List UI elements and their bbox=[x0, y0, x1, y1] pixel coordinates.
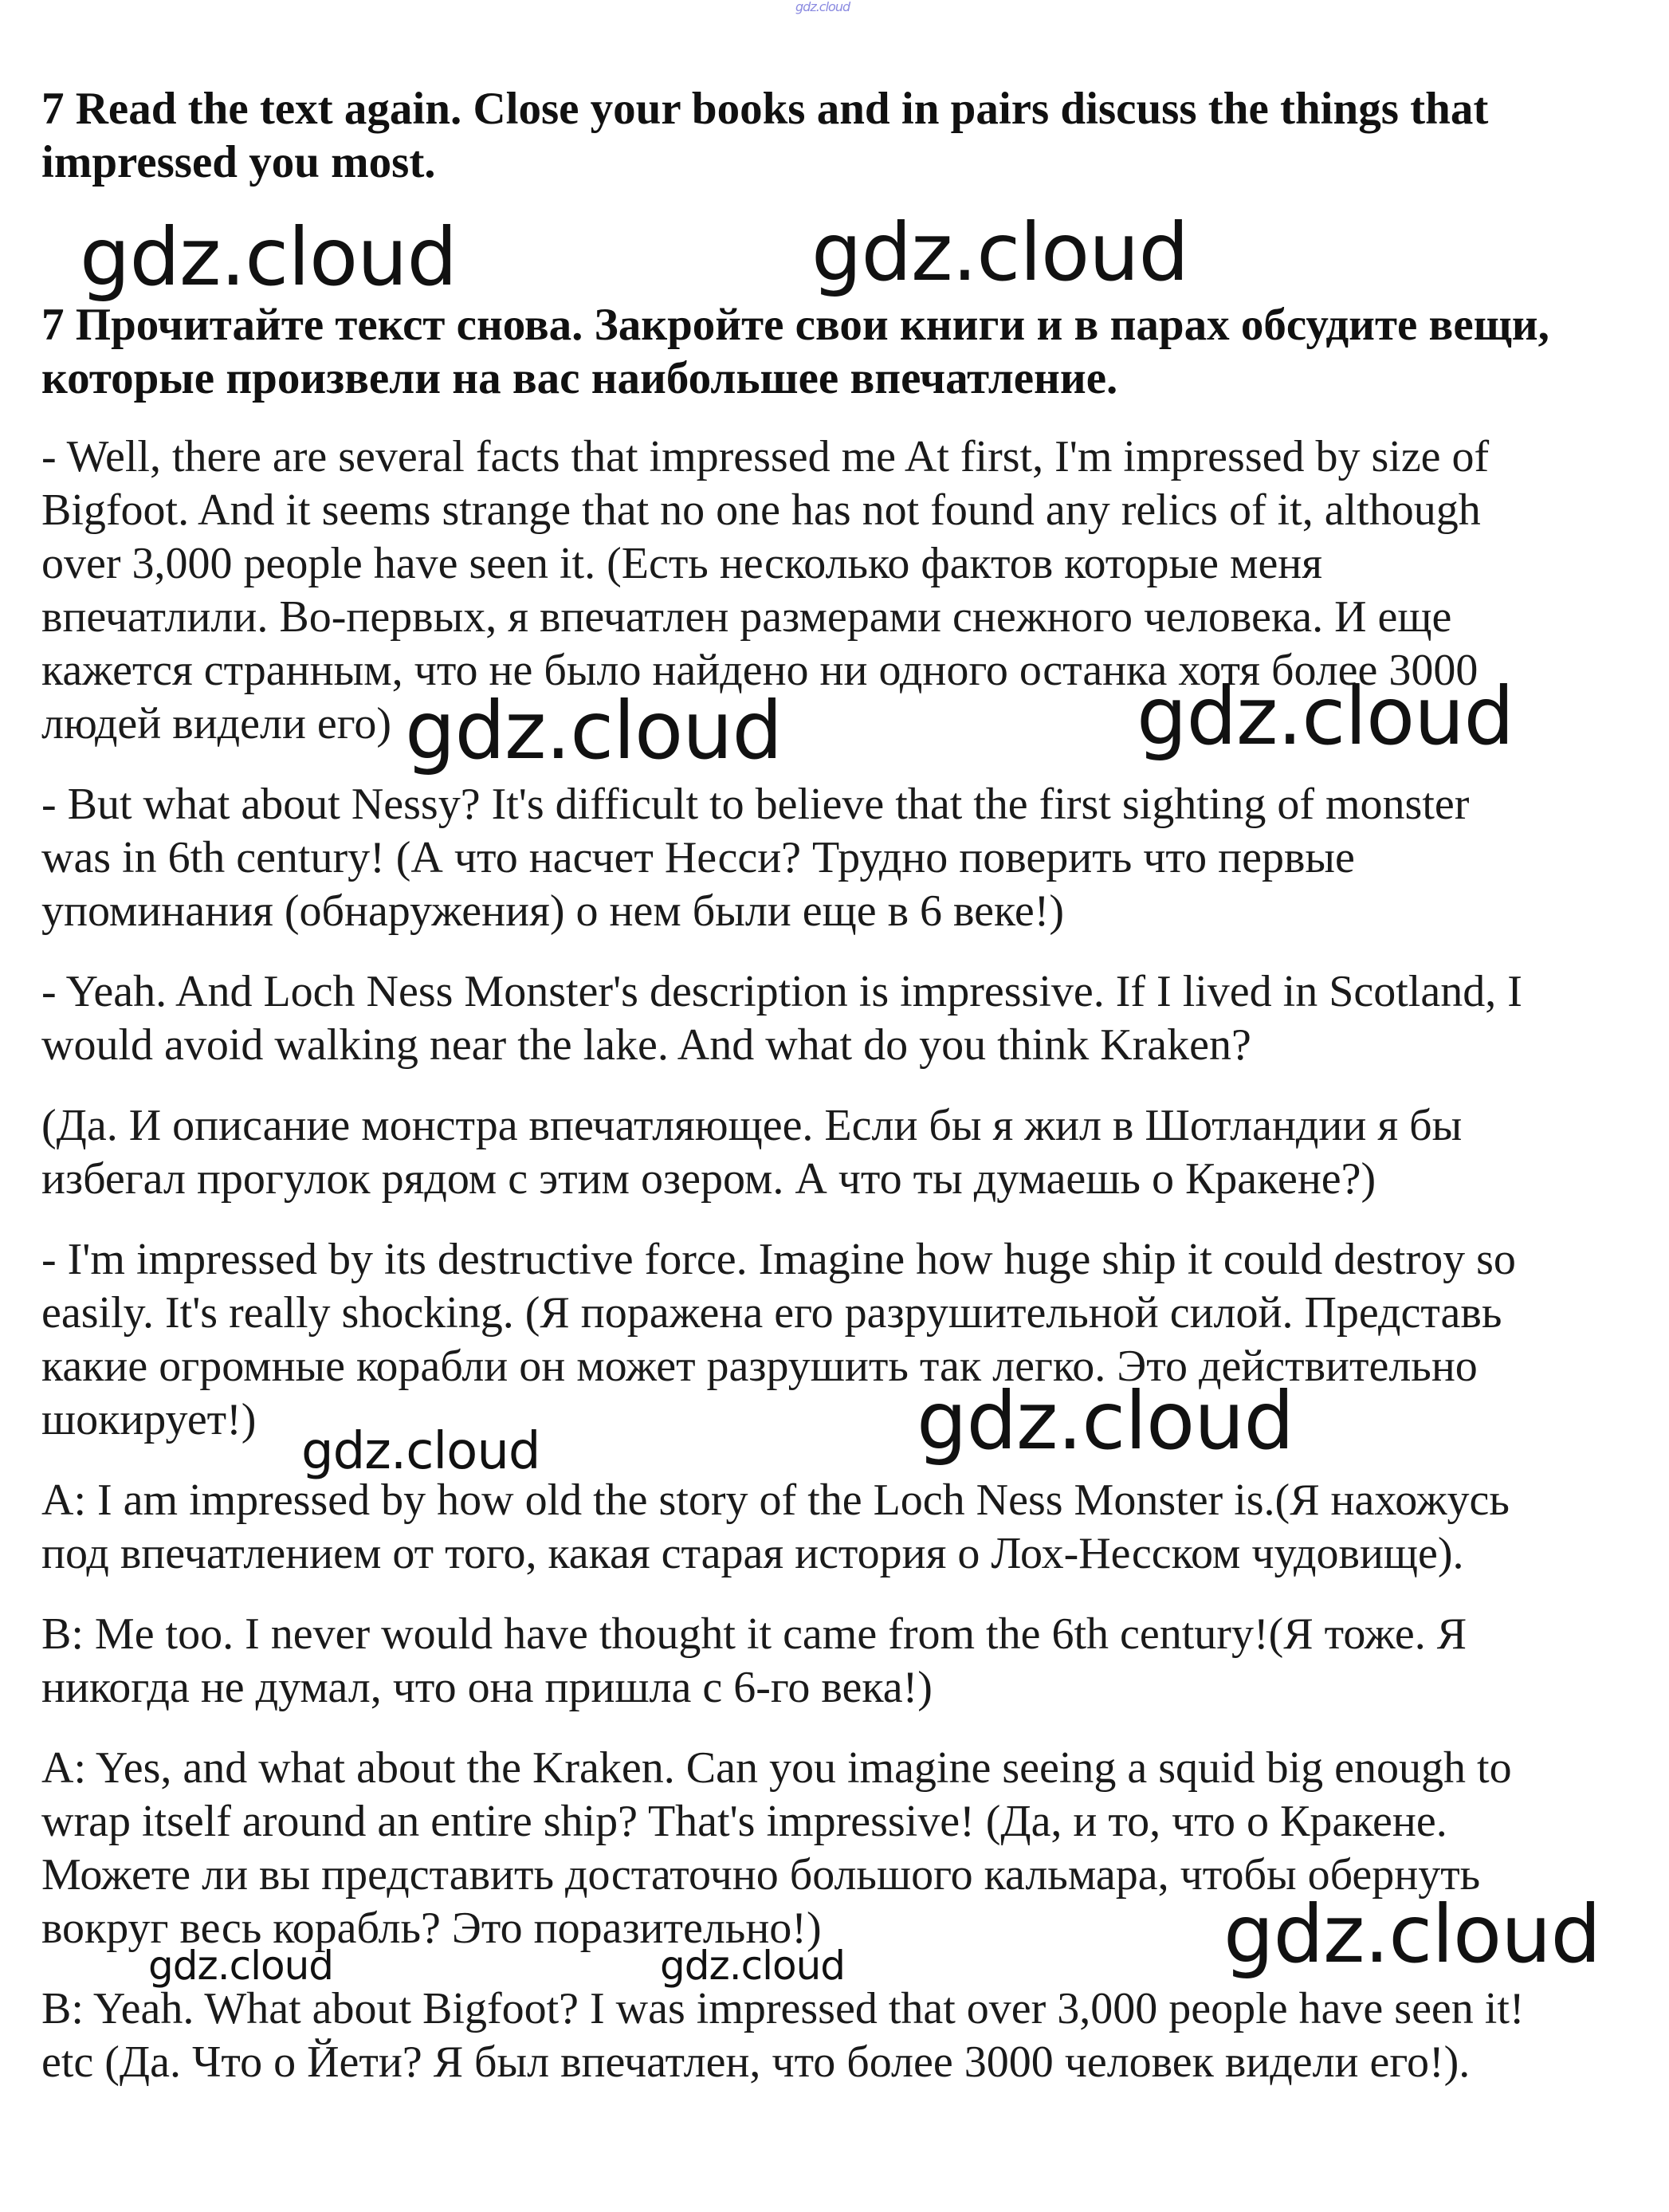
watermark: gdz.cloud bbox=[405, 684, 783, 777]
task-heading-en-line-2: impressed you most. bbox=[41, 137, 436, 187]
body-line: - Yeah. And Loch Ness Monster's description is impressive. If I lived in Scotland, I bbox=[41, 967, 1522, 1016]
watermark: gdz.cloud bbox=[148, 1943, 334, 1989]
body-line: Можете ли вы представить достаточно большого кальмара, чтобы обернуть bbox=[41, 1850, 1481, 1900]
task-heading-en-line-1: 7 Read the text again. Close your books and in pairs discuss the things that bbox=[41, 84, 1489, 134]
body-line: wrap itself around an entire ship? That's impressive! (Да, и то, что о Кракене. bbox=[41, 1797, 1447, 1846]
body-line: B: Me too. I never would have thought it came from the 6th century!(Я тоже. Я bbox=[41, 1609, 1467, 1659]
body-line: A: I am impressed by how old the story of the Loch Ness Monster is.(Я нахожусь bbox=[41, 1475, 1510, 1525]
body-line: впечатлили. Во-первых, я впечатлен размерами снежного человека. И еще bbox=[41, 592, 1452, 642]
task-heading-ru-line-2: которые произвели на вас наибольшее впечатление. bbox=[41, 353, 1118, 403]
body-line: A: Yes, and what about the Kraken. Can you imagine seeing a squid big enough to bbox=[41, 1743, 1512, 1793]
body-line: шокирует!) bbox=[41, 1395, 257, 1444]
body-line: easily. It's really shocking. (Я поражена его разрушительной силой. Представь bbox=[41, 1288, 1502, 1338]
watermark: gdz.cloud bbox=[301, 1422, 540, 1481]
body-line: какие огромные корабли он может разрушить так легко. Это действительно bbox=[41, 1342, 1478, 1391]
body-line: - Well, there are several facts that impressed me At first, I'm impressed by size of bbox=[41, 432, 1490, 481]
watermark: gdz.cloud bbox=[1223, 1888, 1601, 1981]
watermark: gdz.cloud bbox=[811, 206, 1189, 299]
body-line: was in 6th century! (А что насчет Несси? Трудно поверить что первые bbox=[41, 833, 1355, 882]
body-line: избегал прогулок рядом с этим озером. А что ты думаешь о Кракене?) bbox=[41, 1154, 1376, 1204]
body-line: (Да. И описание монстра впечатляющее. Если бы я жил в Шотландии я бы bbox=[41, 1101, 1463, 1150]
body-line: etc (Да. Что о Йети? Я был впечатлен, что более 3000 человек видели его!). bbox=[41, 2037, 1471, 2087]
body-line: упоминания (обнаружения) о нем были еще в 6 веке!) bbox=[41, 886, 1064, 936]
body-line: людей видели его) bbox=[41, 699, 392, 748]
body-line: would avoid walking near the lake. And what do you think Kraken? bbox=[41, 1020, 1251, 1070]
watermark: gdz.cloud bbox=[917, 1374, 1294, 1467]
body-line: под впечатлением от того, какая старая история о Лох-Несском чудовище). bbox=[41, 1529, 1464, 1578]
watermark: gdz.cloud bbox=[1137, 670, 1514, 763]
body-line: - But what about Nessy? It's difficult to believe that the first sighting of monster bbox=[41, 780, 1470, 829]
body-line: никогда не думал, что она пришла с 6-го века!) bbox=[41, 1663, 933, 1712]
watermark: gdz.cloud bbox=[660, 1943, 846, 1989]
body-line: over 3,000 people have seen it. (Есть несколько фактов которые меня bbox=[41, 539, 1323, 588]
body-line: B: Yeah. What about Bigfoot? I was impressed that over 3,000 people have seen it! bbox=[41, 1984, 1525, 2033]
task-heading-ru-line-1: 7 Прочитайте текст снова. Закройте свои книги и в парах обсудите вещи, bbox=[41, 300, 1549, 350]
header-watermark: gdz.cloud bbox=[795, 0, 850, 14]
body-line: - I'm impressed by its destructive force. Imagine how huge ship it could destroy so bbox=[41, 1235, 1516, 1284]
body-line: Bigfoot. And it seems strange that no one has not found any relics of it, although bbox=[41, 485, 1481, 535]
watermark: gdz.cloud bbox=[80, 210, 458, 304]
body-line: вокруг весь корабль? Это поразительно!) bbox=[41, 1904, 822, 1953]
body-line: кажется странным, что не было найдено ни одного останка хотя более 3000 bbox=[41, 646, 1479, 695]
